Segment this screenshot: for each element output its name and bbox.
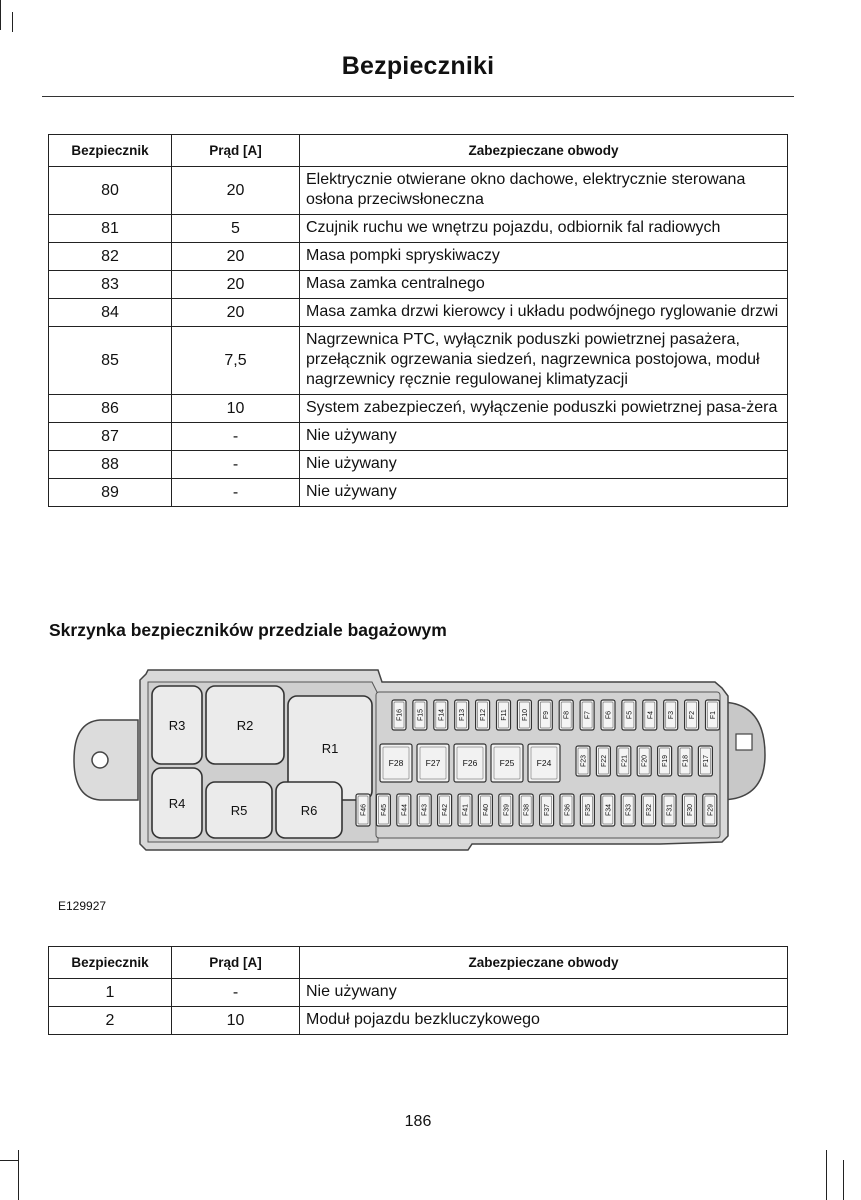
fuse-label: F20 [641,754,649,768]
cell-circuits: Nie używany [300,423,788,451]
cell-fuse: 81 [49,215,172,243]
table-row [49,167,788,215]
cell-current: 20 [172,271,300,299]
fuse-label: F2 [689,710,697,720]
cell-current: 20 [172,243,300,271]
fuse-f1 [706,700,720,730]
fuse-label: F40 [482,803,490,817]
fuse-label: F35 [584,803,592,817]
fuse-f8 [559,700,573,730]
fuse-f44 [397,794,411,826]
cell-circuits: Nie używany [300,979,788,1007]
cell-current: 10 [172,395,300,423]
fuse-label: F37 [544,803,552,817]
fuse-f6 [601,700,615,730]
fuse-label: F33 [625,803,633,817]
cell-circuits: Nagrzewnica PTC, wyłącznik poduszki powietrznej pasażera, przełącznik ogrzewania siedzeń, nagrzewnica postojowa, moduł nagrzewnicy ręcznie regulowanej klimatyzacji [300,327,788,395]
cell-current: 10 [172,1007,300,1035]
fuse-label: F38 [523,803,531,817]
fuse-label: F28 [388,758,404,768]
cell-fuse: 87 [49,423,172,451]
fuse-label: F30 [686,803,694,817]
crop-mark [0,1160,18,1161]
fuse-label: F41 [462,803,470,817]
cell-fuse: 1 [49,979,172,1007]
cell-fuse: 83 [49,271,172,299]
fuse-f26 [454,744,486,782]
fuse-f17 [698,746,712,776]
table-row [49,327,788,395]
fuse-f7 [580,700,594,730]
table-row [49,979,788,1007]
fuse-label: F9 [542,710,550,720]
fuse-f39 [499,794,513,826]
cell-current: 7,5 [172,327,300,395]
fuse-f31 [662,794,676,826]
fuse-f37 [540,794,554,826]
crop-mark [0,0,1,30]
fuse-f42 [438,794,452,826]
fuse-table-1 [48,134,788,507]
cell-circuits: Nie używany [300,451,788,479]
fuse-f11 [497,700,511,730]
column-header-circuits: Zabezpieczane obwody [300,947,788,979]
fuse-label: F4 [647,710,655,720]
table-header-row [49,135,788,167]
fuse-label: F8 [563,710,571,720]
fuse-f33 [621,794,635,826]
fuse-label: F19 [662,754,670,768]
cell-fuse: 82 [49,243,172,271]
fuse-label: F10 [521,708,529,722]
fuse-f9 [538,700,552,730]
fuse-f41 [458,794,472,826]
cell-circuits: Elektrycznie otwierane okno dachowe, elektrycznie sterowana osłona przeciwsłoneczna [300,167,788,215]
cell-circuits: System zabezpieczeń, wyłączenie poduszki powietrznej pasa-żera [300,395,788,423]
table-row [49,423,788,451]
fuse-label: F22 [600,754,608,768]
column-header-current: Prąd [A] [172,135,300,167]
fuse-table-2 [48,946,788,1035]
column-header-circuits: Zabezpieczane obwody [300,135,788,167]
cell-current: 20 [172,167,300,215]
cell-current: - [172,479,300,507]
relay-label: R3 [168,718,186,733]
fuse-f25 [491,744,523,782]
fuse-f40 [478,794,492,826]
fuse-f27 [417,744,449,782]
fuse-label: F43 [421,803,429,817]
fuse-label: F13 [459,708,467,722]
fuse-f22 [596,746,610,776]
fuse-f21 [617,746,631,776]
relay-group [152,686,372,838]
fuse-f36 [560,794,574,826]
fuse-label: F26 [462,758,478,768]
fuse-f24 [528,744,560,782]
fuse-label: F14 [438,708,446,722]
fuse-label: F16 [396,708,404,722]
fuse-table-2-body [49,979,788,1035]
fuse-label: F23 [580,754,588,768]
fuse-f32 [642,794,656,826]
fuse-f34 [601,794,615,826]
fuse-label: F11 [501,709,508,721]
fuse-f15 [413,700,427,730]
relay-r3 [152,686,202,764]
fuse-f13 [455,700,469,730]
column-header-fuse: Bezpiecznik [49,947,172,979]
table-row [49,451,788,479]
fuse-f12 [476,700,490,730]
page-title: Bezpieczniki [341,52,495,80]
section-title: Skrzynka bezpieczników przedziale bagażowym [49,620,447,640]
fuse-label: F27 [425,758,441,768]
fuse-f5 [622,700,636,730]
fuse-f3 [664,700,678,730]
fuse-f14 [434,700,448,730]
fuse-label: F15 [417,708,425,722]
fuse-f18 [678,746,692,776]
table-row [49,479,788,507]
cell-fuse: 88 [49,451,172,479]
fuse-f38 [519,794,533,826]
fuse-f35 [580,794,594,826]
cell-circuits: Moduł pojazdu bezkluczykowego [300,1007,788,1035]
table-row [49,243,788,271]
table-row [49,1007,788,1035]
fuse-f30 [682,794,696,826]
relay-label: R5 [230,803,248,818]
fuse-label: F21 [621,754,629,768]
crop-mark [12,12,13,32]
cell-circuits: Masa zamka centralnego [300,271,788,299]
fuse-label: F7 [584,710,592,720]
crop-mark [18,1150,19,1200]
fuse-label: F17 [702,754,710,768]
relay-label: R2 [236,718,254,733]
fuse-label: F36 [564,803,572,817]
fuse-label: F45 [380,803,388,817]
crop-mark [826,1150,827,1200]
crop-mark [843,1160,844,1200]
fuse-label: F39 [503,803,511,817]
fuse-label: F5 [626,710,634,720]
fuse-label: F25 [499,758,515,768]
cell-circuits: Czujnik ruchu we wnętrzu pojazdu, odbiornik fal radiowych [300,215,788,243]
cell-current: - [172,423,300,451]
fuse-label: F44 [401,803,409,817]
cell-current: 5 [172,215,300,243]
fuse-f46 [356,794,370,826]
cell-fuse: 86 [49,395,172,423]
fuse-label: F29 [707,803,715,817]
fuse-label: F31 [666,803,674,817]
relay-r4 [152,768,202,838]
fuse-f20 [637,746,651,776]
relay-label: R4 [168,796,186,811]
fuse-label: F46 [360,803,368,817]
fuse-f4 [643,700,657,730]
relay-label: R1 [321,741,339,756]
fuse-f10 [517,700,531,730]
fuse-f19 [658,746,672,776]
cell-fuse: 2 [49,1007,172,1035]
fuse-f16 [392,700,406,730]
fuse-f45 [376,794,390,826]
fuse-label: F6 [605,710,613,720]
image-code: E129927 [58,899,107,913]
fuse-label: F1 [710,710,717,720]
fuse-label: F12 [480,708,488,722]
page-number: 186 [404,1113,432,1130]
fuse-f23 [576,746,590,776]
cell-fuse: 85 [49,327,172,395]
table-row [49,271,788,299]
cell-fuse: 80 [49,167,172,215]
fuse-table-1-body [49,167,788,507]
cell-circuits: Nie używany [300,479,788,507]
fuse-box-diagram [60,660,780,860]
fuse-label: F34 [605,803,613,817]
cell-fuse: 89 [49,479,172,507]
column-header-current: Prąd [A] [172,947,300,979]
table-header-row [49,947,788,979]
cell-fuse: 84 [49,299,172,327]
fuse-label: F32 [646,803,654,817]
fuse-f43 [417,794,431,826]
table-row [49,395,788,423]
cell-circuits: Masa pompki spryskiwaczy [300,243,788,271]
relay-r2 [206,686,284,764]
fuse-f29 [703,794,717,826]
relay-label: R6 [300,803,318,818]
fuse-label: F24 [536,758,552,768]
title-rule [42,96,794,97]
fuse-f2 [685,700,699,730]
relay-r6 [276,782,342,838]
fuse-f28 [380,744,412,782]
fuse-label: F42 [442,803,450,817]
table-row [49,215,788,243]
relay-r5 [206,782,272,838]
cell-circuits: Masa zamka drzwi kierowcy i układu podwójnego ryglowanie drzwi [300,299,788,327]
column-header-fuse: Bezpiecznik [49,135,172,167]
cell-current: 20 [172,299,300,327]
cell-current: - [172,979,300,1007]
cell-current: - [172,451,300,479]
fuse-label: F3 [668,710,676,720]
table-row [49,299,788,327]
fuse-label: F18 [682,754,690,768]
